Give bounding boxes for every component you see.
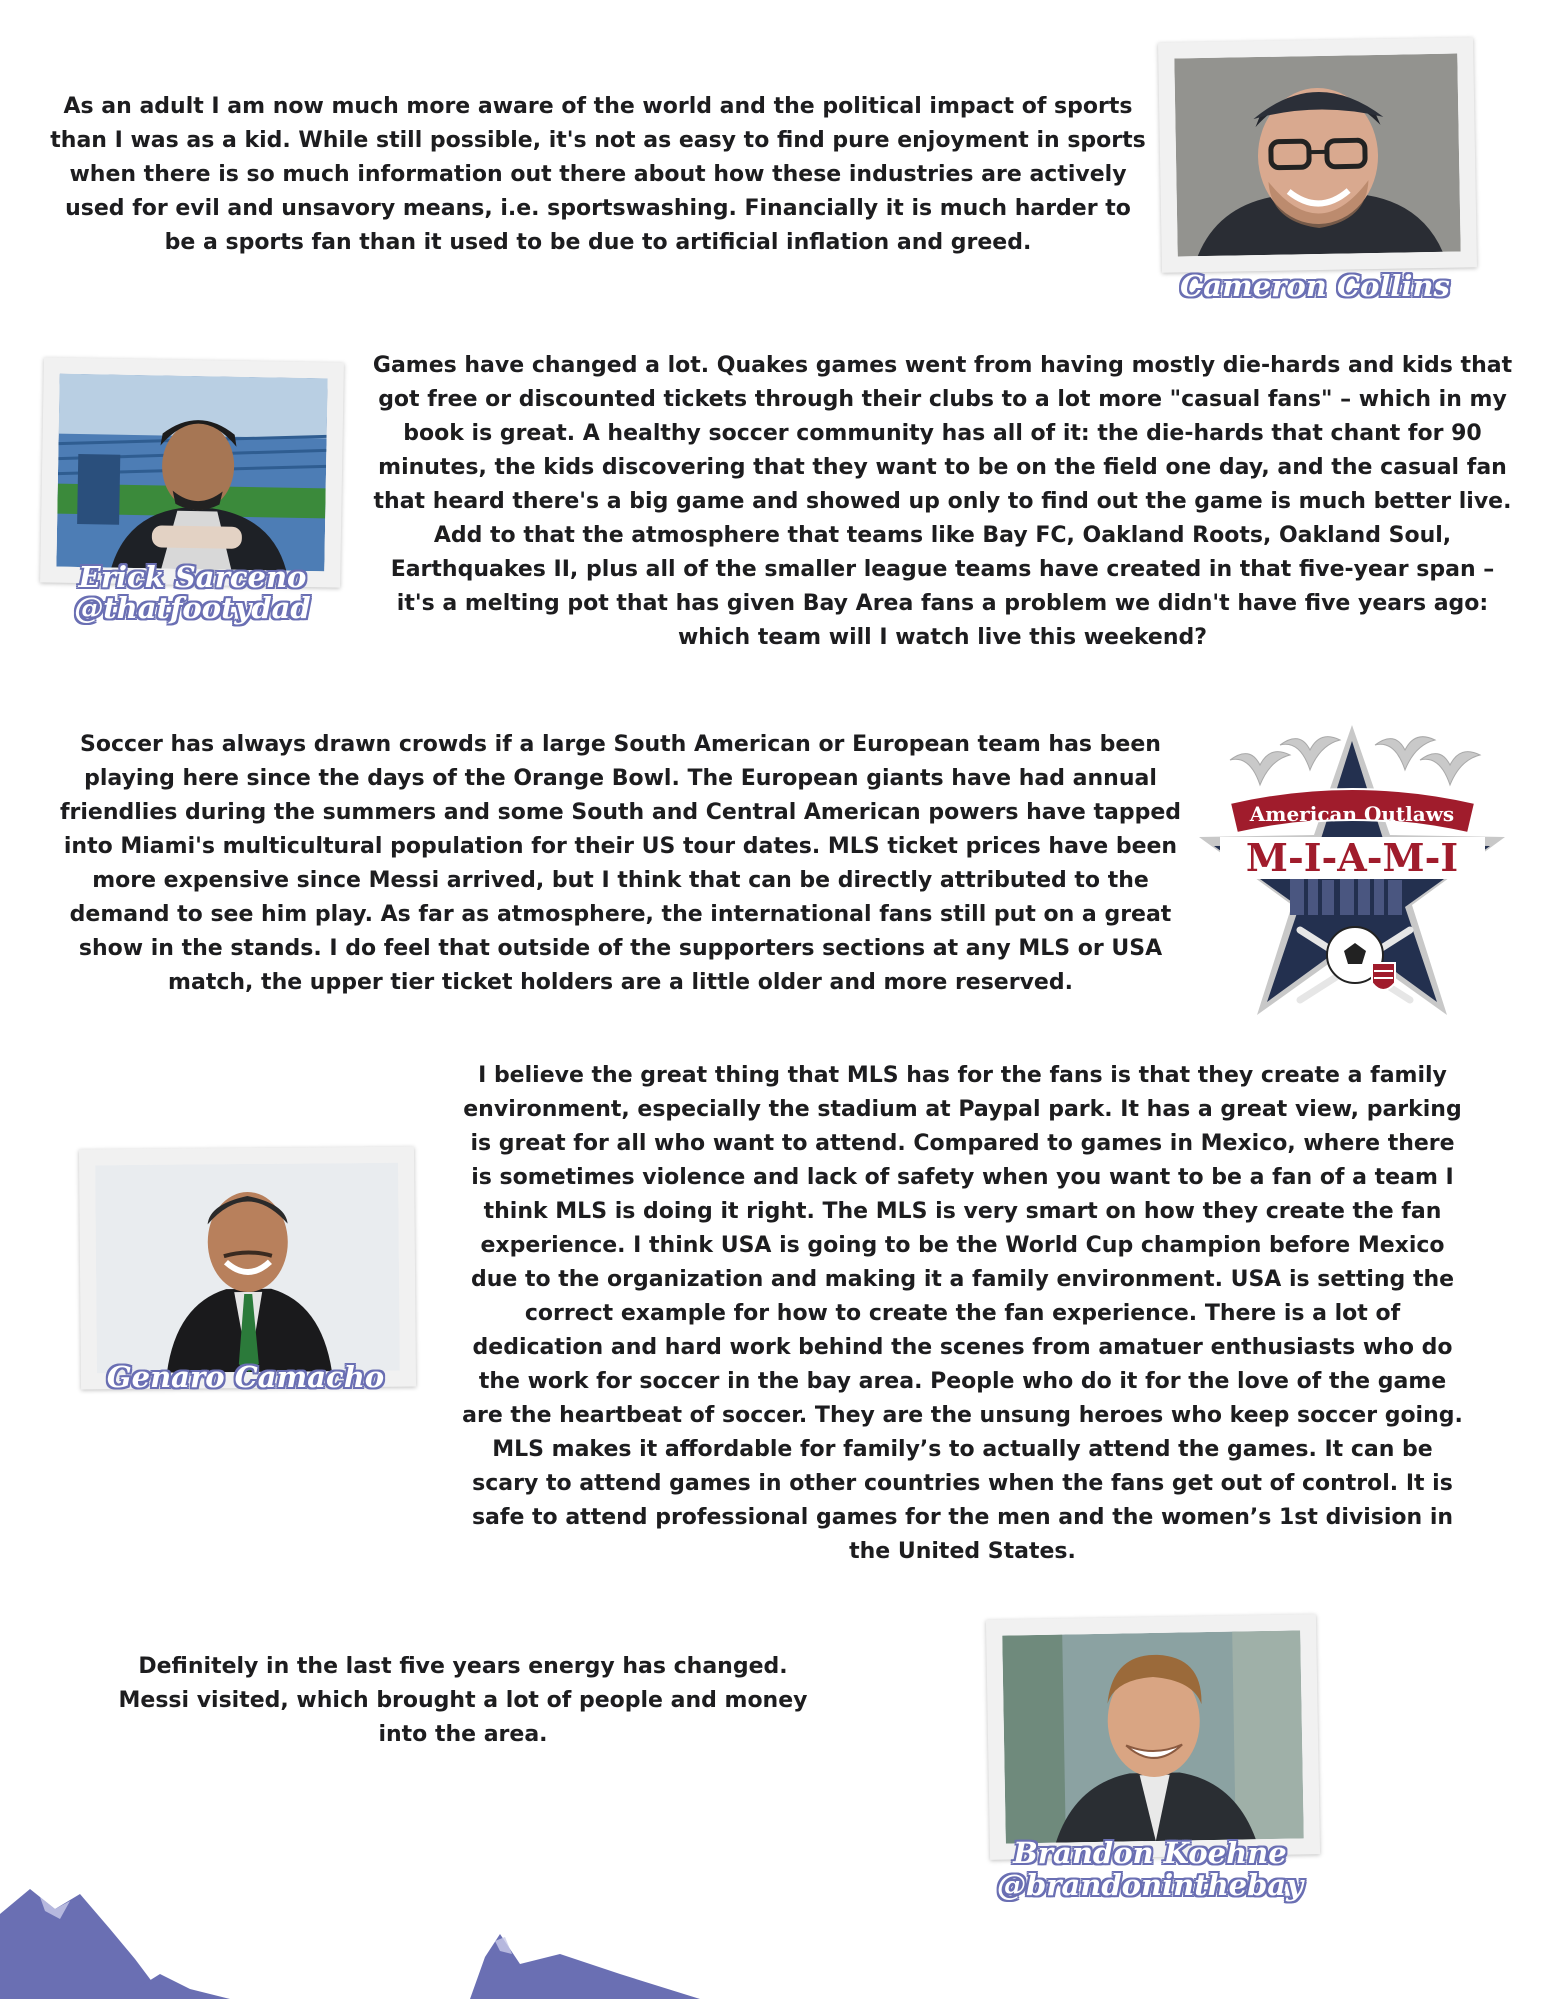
photo-cameron-collins: [1158, 37, 1477, 272]
quote-cameron-collins: As an adult I am now much more aware of the world and the political impact of sports than I was as a kid. While still possible, it's not as easy to find pure enjoyment in sports when there is so much information out there about how these industries are actively used for evil and unsavory means, i.e. sportswashing. Financially it is much harder to be a sports fan than it used to be due to artificial inflation and greed.: [50, 94, 1146, 255]
portrait-image: [1174, 54, 1460, 257]
quote-erick-sarceno: Games have changed a lot. Quakes games went from having mostly die-hards and kids that got free or discounted tickets through their clubs to a lot more "casual fans" – which in my book is great. A healthy soccer community has all of it: the die-hards that chant for 90 minutes, the kids discovering that they want to be on the field one day, and the casual fan that heard there's a big game and showed up only to find out the game is much better live. Add to that the atmosphere that teams like Bay FC, Oakland Roots, Oakland Soul, Earthquakes II, plus all of the smaller league teams have created in that five-year span – it's a melting pot that has given Bay Area fans a problem we didn't have five years ago: which team will I watch live this weekend?: [372, 353, 1513, 650]
photo-erick-sarceno: [40, 357, 344, 587]
portrait-image: [1002, 1630, 1304, 1843]
caption-cameron-collins: Cameron Collins: [1180, 269, 1450, 303]
american-outlaws-miami-logo: [1190, 715, 1515, 1025]
caption-brandon-koehne: Brandon Koehne: [1013, 1836, 1287, 1870]
logo-text-miami: M-I-A-M-I: [1245, 835, 1459, 880]
quote-genaro-camacho: I believe the great thing that MLS has for the fans is that they create a family environment, especially the stadium at Paypal park. It has a great view, parking is great for all who want to attend. Compared to games in Mexico, where there is sometimes violence and lack of safety when you want to be a fan of a team I think MLS is doing it right. The MLS is very smart on how they create the fan experience. I think USA is going to be the World Cup champion before Mexico due to the organization and making it a family environment. USA is setting the correct example for how to create the fan experience. There is a lot of dedication and hard work behind the scenes from amatuer enthusiasts who do the work for soccer in the bay area. People who do it for the love of the game are the heartbeat of soccer. They are the unsung heroes who keep soccer going. MLS makes it affordable for family’s to actually attend the games. It can be scary to attend games in other countries when the fans get out of control. It is safe to attend professional games for the men and the women’s 1st division in the United States.: [462, 1063, 1463, 1564]
caption-genaro-camacho: Genaro Camacho: [106, 1360, 385, 1394]
photo-brandon-koehne: [986, 1614, 1320, 1860]
portrait-image: [95, 1163, 400, 1374]
logo-text-american-outlaws: American Outlaws: [1249, 802, 1455, 826]
caption-erick-sarceno: Erick Sarceno: [78, 560, 307, 594]
quote-american-outlaws-miami: Soccer has always drawn crowds if a large South American or European team has been playing here since the days of the Orange Bowl. The European giants have had annual friendlies during the summers and some South and Central American powers have tapped into Miami's multicultural population for their US tour dates. MLS ticket prices have been more expensive since Messi arrived, but I think that can be directly attributed to the demand to see him play. As far as atmosphere, the international fans still put on a great show in the stands. I do feel that outside of the supporters sections at any MLS or USA match, the upper tier ticket holders are a little older and more reserved.: [59, 732, 1182, 995]
decorative-mountains: [0, 1879, 1545, 1999]
caption-brandoninthebay: @brandoninthebay: [996, 1868, 1304, 1902]
photo-genaro-camacho: [79, 1147, 416, 1390]
portrait-image: [56, 374, 327, 572]
caption-thatfootydad: @thatfootydad: [74, 591, 311, 625]
quote-brandon-koehne: Definitely in the last five years energy has changed. Messi visited, which brought a lot of people and money into the area.: [118, 1654, 808, 1747]
